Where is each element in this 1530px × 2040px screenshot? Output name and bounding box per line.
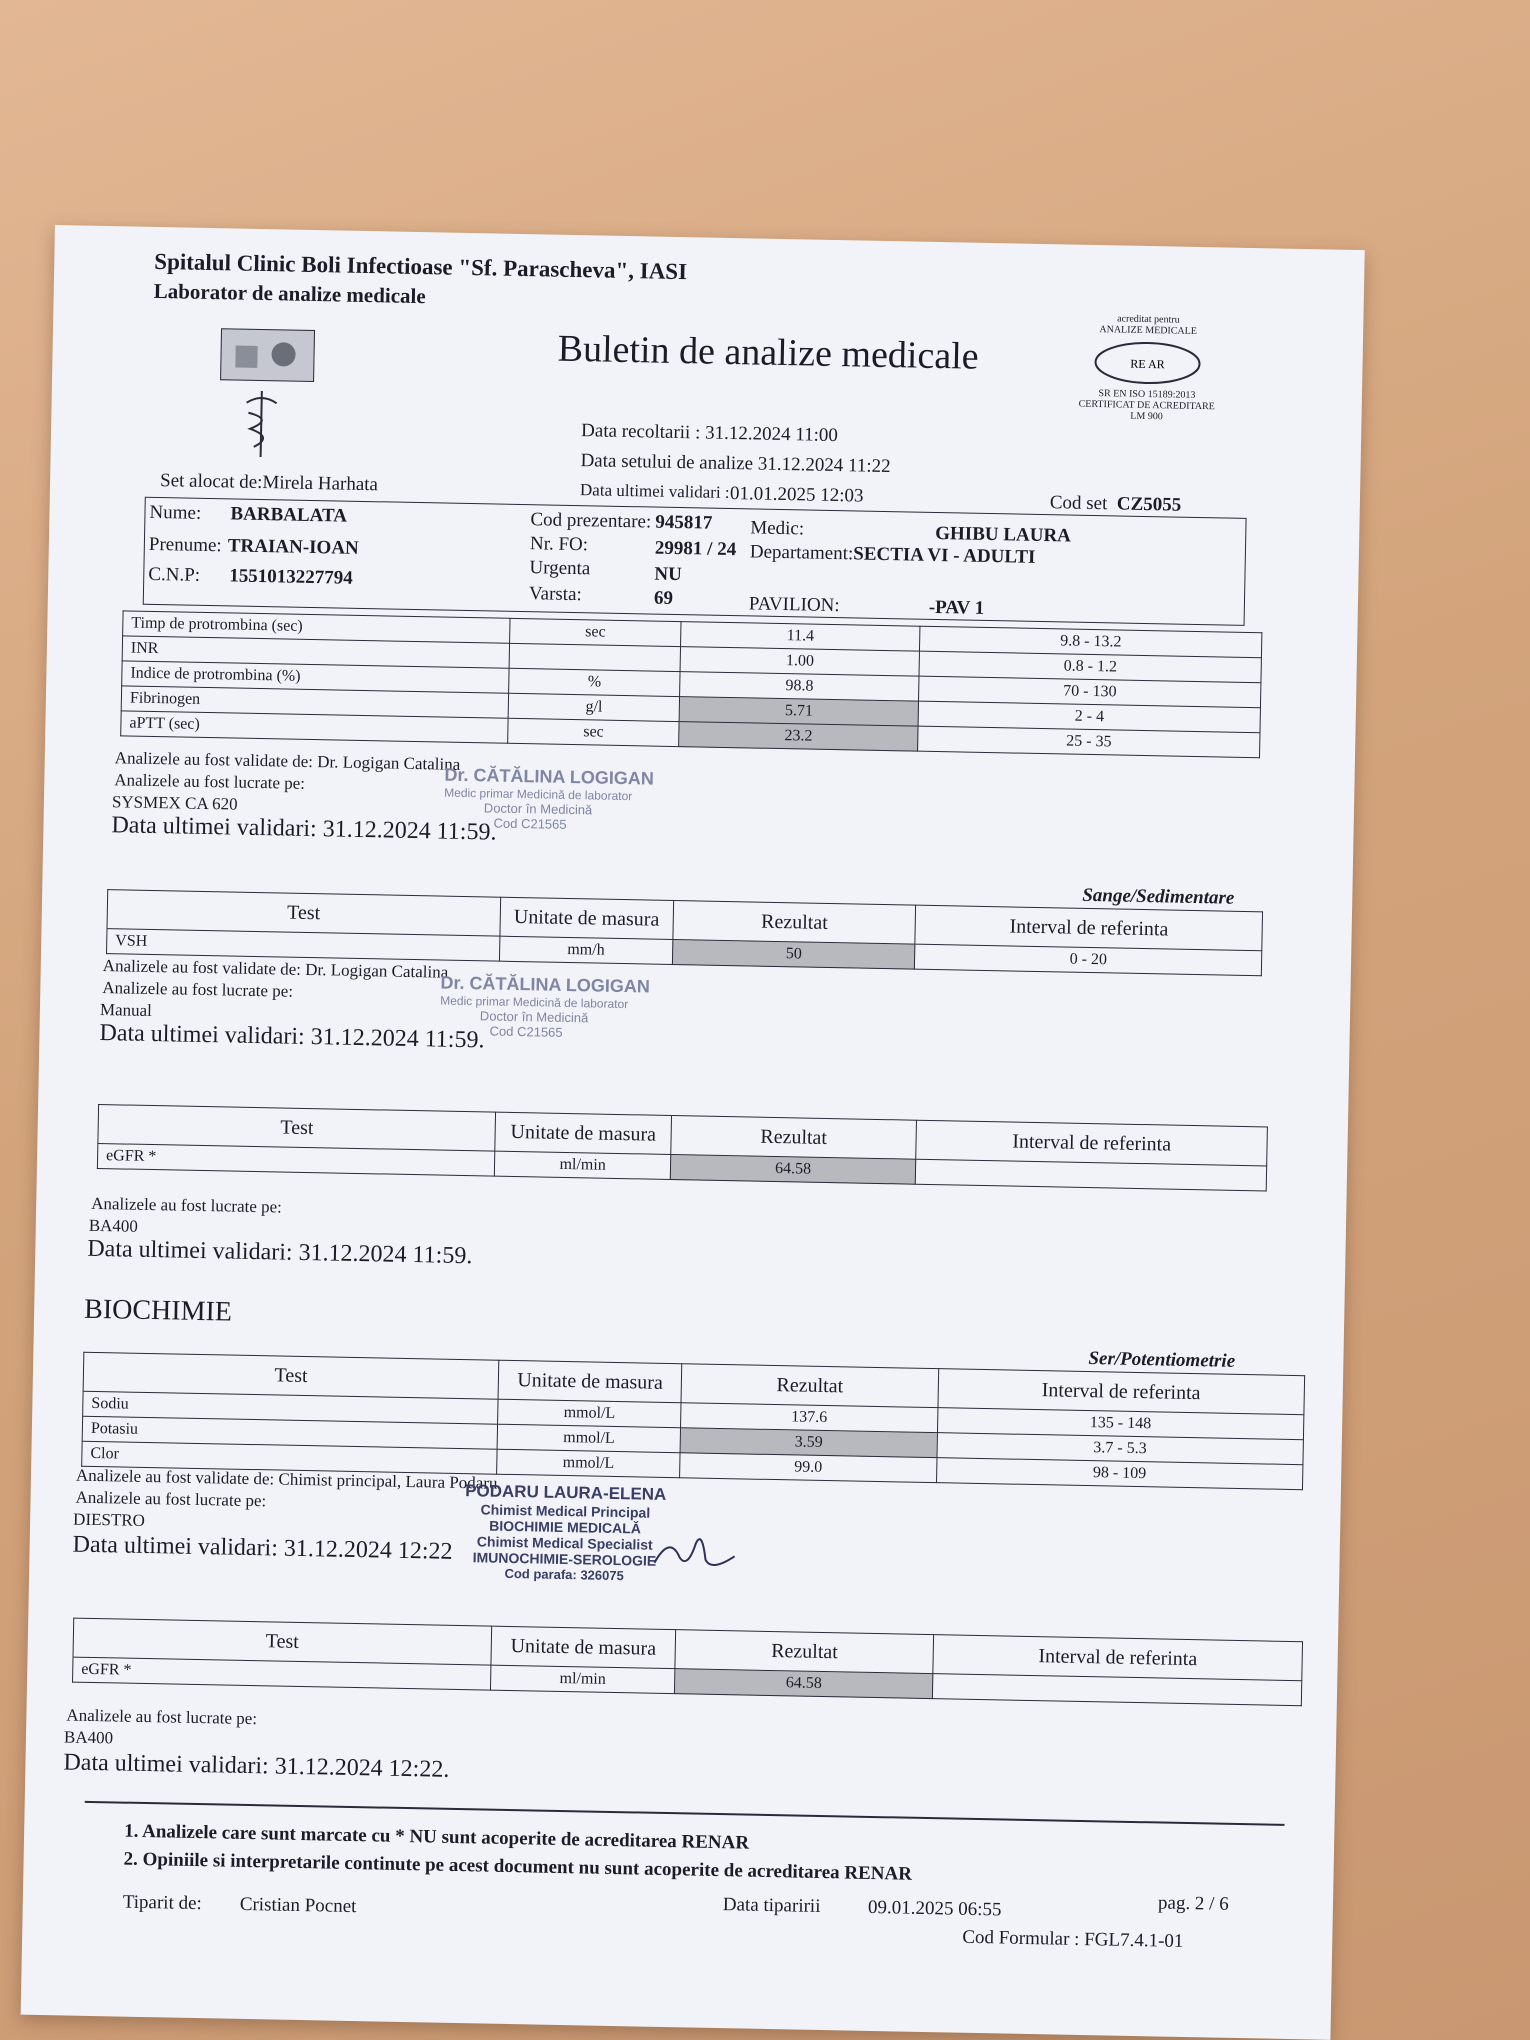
- coag-validated-by: Analizele au fost validate de: Dr. Logigan Catalina: [114, 748, 461, 774]
- department: Departament:SECTIA VI - ADULTI: [749, 541, 1036, 568]
- column-header: Unitate de masura: [495, 1112, 671, 1154]
- test-result: 98.8: [680, 672, 920, 702]
- test-unit: g/l: [508, 693, 679, 721]
- presentation-code-label: Cod prezentare:: [530, 509, 652, 533]
- hospital-name: Spitalul Clinic Boli Infectioase "Sf. Parascheva", IASI: [154, 248, 688, 285]
- bio-instrument: DIESTRO: [72, 1509, 146, 1530]
- set-date: Data setului de analize 31.12.2024 11:22: [580, 450, 891, 478]
- fo-number: 29981 / 24: [654, 537, 737, 561]
- test-name: eGFR *: [73, 1657, 491, 1690]
- test-result: 1.00: [680, 647, 920, 677]
- test-name: Clor: [82, 1441, 498, 1474]
- last-validation-value: 01.01.2025 12:03: [729, 483, 864, 507]
- test-unit: mmol/L: [497, 1424, 681, 1453]
- form-code: Cod Formular : FGL7.4.1-01: [962, 1926, 1184, 1952]
- egfr-table-1: [97, 1104, 1268, 1191]
- cod-set: Cod set CZ5055: [1049, 492, 1182, 516]
- print-date: Data tiparirii 09.01.2025 06:55: [722, 1894, 1002, 1921]
- lab-logo-icon: [220, 328, 315, 382]
- column-header: Rezultat: [671, 1115, 917, 1159]
- lab-name: Laborator de analize medicale: [153, 278, 426, 309]
- cnp-label: C.N.P:: [148, 563, 201, 586]
- set-allocated: Set alocat de:Mirela Harhata: [159, 470, 379, 496]
- bio-validated-by: Analizele au fost validate de: Chimist principal, Laura Podaru: [75, 1465, 498, 1493]
- reference-range: 0.8 - 1.2: [919, 651, 1261, 683]
- column-header: Test: [73, 1618, 492, 1665]
- reference-range: 3.7 - 5.3: [937, 1433, 1304, 1465]
- footer-note-2: 2. Opiniile si interpretarile continute pe acest document nu sunt acoperite de acreditarea RENAR: [123, 1848, 913, 1885]
- vsh-worked-label: Analizele au fost lucrate pe:: [102, 978, 294, 1001]
- renar-logo-icon: [1092, 339, 1203, 387]
- pavilion-label: PAVILION:: [748, 593, 840, 617]
- egfr1-worked-label: Analizele au fost lucrate pe:: [91, 1193, 283, 1217]
- collection-date: Data recoltarii : 31.12.2024 11:00: [580, 420, 839, 447]
- firstname-label: Prenume:: [148, 533, 222, 557]
- column-header: Test: [83, 1352, 499, 1399]
- column-header: Interval de referinta: [938, 1369, 1305, 1415]
- doctor-stamp-1: Dr. CĂTĂLINA LOGIGAN Medic primar Medicină de laborator Doctor în Medicină Cod C21565: [444, 764, 655, 832]
- vsh-validated-by: Analizele au fost validate de: Dr. Logigan Catalina: [102, 956, 449, 982]
- patient-surname: BARBALATA: [230, 503, 348, 527]
- doctor-name: GHIBU LAURA: [935, 522, 1072, 547]
- column-header: Interval de referinta: [915, 905, 1262, 951]
- vsh-validation-date: Data ultimei validari: 31.12.2024 11:59.: [99, 1020, 485, 1054]
- column-header: Unitate de masura: [491, 1626, 676, 1669]
- urgency-value: NU: [654, 563, 683, 586]
- reference-range: 98 - 109: [936, 1458, 1303, 1490]
- vsh-instrument: Manual: [99, 1000, 153, 1021]
- test-result: 64.58: [675, 1669, 934, 1699]
- vsh-section-label: Sange/Sedimentare: [1082, 884, 1235, 909]
- urgency-label: Urgenta: [529, 557, 591, 580]
- egfr2-instrument: BA400: [63, 1727, 114, 1748]
- patient-firstname: TRAIAN-IOAN: [227, 535, 359, 559]
- egfr1-validation-date: Data ultimei validari: 31.12.2024 11:59.: [87, 1235, 473, 1270]
- column-header: Rezultat: [681, 1364, 938, 1408]
- coagulation-table: [120, 610, 1262, 758]
- report-title: Buletin de analize medicale: [557, 327, 980, 378]
- reference-range: 135 - 148: [937, 1408, 1304, 1440]
- column-header: Rezultat: [675, 1630, 934, 1674]
- test-name: INR: [122, 636, 510, 668]
- test-unit: sec: [510, 618, 681, 646]
- column-header: Interval de referinta: [933, 1635, 1302, 1681]
- test-name: Potasiu: [82, 1416, 498, 1449]
- column-header: Rezultat: [673, 900, 916, 944]
- reference-range: 0 - 20: [915, 944, 1262, 976]
- coag-worked-label: Analizele au fost lucrate pe:: [114, 770, 306, 793]
- test-unit: mmol/L: [498, 1399, 682, 1428]
- printed-by: Tiparit de: Cristian Pocnet: [122, 1891, 357, 1918]
- coag-instrument: SYSMEX CA 620: [111, 792, 238, 814]
- egfr1-instrument: BA400: [88, 1215, 139, 1236]
- test-result: 5.71: [679, 697, 919, 727]
- test-result: 64.58: [670, 1154, 916, 1184]
- egfr2-worked-label: Analizele au fost lucrate pe:: [66, 1705, 258, 1729]
- column-header: Unitate de masura: [498, 1360, 682, 1403]
- biochemistry-heading: BIOCHIMIE: [83, 1293, 233, 1328]
- test-unit: ml/min: [495, 1151, 671, 1179]
- reference-range: 2 - 4: [918, 701, 1260, 733]
- chemist-signature-icon: [649, 1525, 740, 1582]
- doctor-label: Medic:: [750, 517, 805, 540]
- test-name: Fibrinogen: [121, 686, 509, 718]
- test-result: 99.0: [680, 1453, 937, 1483]
- test-unit: mm/h: [499, 936, 673, 964]
- chemist-stamp: PODARU LAURA-ELENA Chimist Medical Principal BIOCHIMIE MEDICALĂ Chimist Medical Specialist IMUNOCHIMIE-SEROLOGIE Cod parafa: 326075: [465, 1481, 667, 1584]
- bio-worked-label: Analizele au fost lucrate pe:: [75, 1487, 267, 1511]
- doctor-stamp-2: Dr. CĂTĂLINA LOGIGAN Medic primar Medicină de laborator Doctor în Medicină Cod C21565: [440, 972, 651, 1040]
- caduceus-icon: [235, 389, 286, 465]
- coag-validation-date: Data ultimei validari: 31.12.2024 11:59.: [111, 812, 497, 846]
- reference-range: 9.8 - 13.2: [920, 626, 1262, 658]
- test-name: VSH: [107, 929, 500, 962]
- svg-text:RE AR: RE AR: [1130, 356, 1165, 372]
- egfr2-validation-date: Data ultimei validari: 31.12.2024 12:22.: [63, 1749, 450, 1783]
- pavilion-value: -PAV 1: [928, 596, 985, 619]
- test-unit: ml/min: [490, 1665, 675, 1694]
- test-result: 137.6: [681, 1403, 938, 1433]
- column-header: Test: [98, 1104, 496, 1151]
- test-name: Sodiu: [83, 1391, 499, 1424]
- patient-age: 69: [653, 587, 674, 609]
- test-unit: %: [509, 668, 680, 696]
- test-unit: [509, 643, 680, 671]
- page-number: pag. 2 / 6: [1157, 1892, 1229, 1915]
- patient-cnp: 1551013227794: [229, 565, 353, 589]
- column-header: Unitate de masura: [500, 897, 674, 939]
- footer-note-1: 1. Analizele care sunt marcate cu * NU sunt acoperite de acreditarea RENAR: [123, 1820, 750, 1854]
- patient-box: [143, 497, 1247, 626]
- test-name: eGFR *: [97, 1143, 495, 1176]
- lab-report-page: [21, 225, 1365, 2040]
- reference-range: [916, 1159, 1267, 1191]
- last-validation-date: Data ultimei validari :: [579, 480, 730, 502]
- footer-rule: [85, 1801, 1285, 1826]
- test-name: Timp de protrombina (sec): [123, 611, 511, 643]
- age-label: Varsta:: [528, 583, 582, 606]
- test-result: 11.4: [681, 622, 921, 652]
- test-result: 50: [672, 939, 915, 969]
- egfr-table-2: [72, 1618, 1303, 1707]
- bio-section-label: Ser/Potentiometrie: [1088, 1348, 1236, 1372]
- reference-range: 25 - 35: [918, 726, 1260, 758]
- bio-validation-date: Data ultimei validari: 31.12.2024 12:22: [72, 1531, 453, 1565]
- name-label: Nume:: [149, 501, 202, 524]
- test-unit: sec: [508, 718, 679, 746]
- accreditation-stamp: acreditat pentru ANALIZE MEDICALE RE AR SR EN ISO 15189:2013 CERTIFICAT DE ACREDITARE LM 900: [1078, 313, 1215, 423]
- test-name: Indice de protrombina (%): [122, 661, 510, 693]
- presentation-code: 945817: [655, 511, 713, 534]
- test-name: aPTT (sec): [121, 711, 509, 743]
- test-unit: mmol/L: [497, 1449, 681, 1478]
- reference-range: 70 - 130: [919, 676, 1261, 708]
- column-header: Interval de referinta: [916, 1120, 1267, 1166]
- test-result: 23.2: [679, 722, 919, 752]
- column-header: Test: [107, 890, 500, 937]
- fo-label: Nr. FO:: [529, 533, 589, 556]
- test-result: 3.59: [680, 1428, 937, 1458]
